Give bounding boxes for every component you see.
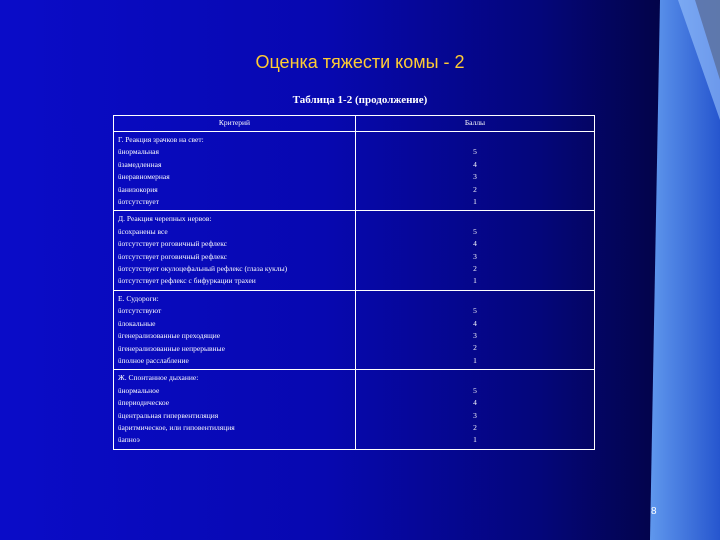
criterion-item xyxy=(118,410,351,422)
score-value: 5 xyxy=(473,226,477,236)
criterion-item xyxy=(118,318,351,330)
criterion-item xyxy=(118,385,351,397)
score-value: 3 xyxy=(473,331,477,341)
checkmark-icon: ü xyxy=(118,227,122,236)
checkmark-icon: ü xyxy=(118,386,122,395)
criterion-item-label: нормальная xyxy=(121,147,159,157)
criterion-item-label: отсутствует xyxy=(121,197,160,207)
criterion-item-label: отсутствуют xyxy=(121,306,162,316)
criterion-item xyxy=(118,196,351,208)
score-cell xyxy=(356,290,595,369)
criterion-item xyxy=(118,343,351,355)
criterion-item xyxy=(118,146,351,158)
checkmark-icon: ü xyxy=(118,252,122,261)
criterion-item xyxy=(118,159,351,171)
score-value: 1 xyxy=(473,435,477,445)
criterion-item-label: анизокория xyxy=(121,184,158,194)
criterion-item xyxy=(118,171,351,183)
criterion-item xyxy=(118,397,351,409)
criterion-item-label: генерализованные преходящие xyxy=(121,331,221,341)
score-value: 1 xyxy=(473,355,477,365)
checkmark-icon: ü xyxy=(118,265,122,274)
score-value: 3 xyxy=(473,410,477,420)
criterion-item-label: неравномерная xyxy=(121,172,170,182)
checkmark-icon: ü xyxy=(118,344,122,353)
criterion-cell xyxy=(114,290,356,369)
criterion-item xyxy=(118,330,351,342)
checkmark-icon: ü xyxy=(118,307,122,316)
criterion-item xyxy=(118,434,351,446)
checkmark-icon: ü xyxy=(118,185,122,194)
checkmark-icon: ü xyxy=(118,399,122,408)
checkmark-icon: ü xyxy=(118,319,122,328)
table-row xyxy=(114,211,595,290)
criterion-item xyxy=(118,422,351,434)
score-value: 4 xyxy=(473,239,477,249)
checkmark-icon: ü xyxy=(118,160,122,169)
criterion-item-label: центральная гипервентиляция xyxy=(121,410,219,420)
coma-scale-table xyxy=(113,115,595,450)
score-value: 5 xyxy=(473,147,477,157)
column-header-criterion: Критерий xyxy=(114,116,356,132)
checkmark-icon: ü xyxy=(118,436,122,445)
criterion-item-label: нормальное xyxy=(121,385,160,395)
score-value: 1 xyxy=(473,197,477,207)
criterion-item-label: отсутствует роговичный рефлекс xyxy=(121,239,228,249)
table-row xyxy=(114,132,595,211)
checkmark-icon: ü xyxy=(118,173,122,182)
criterion-cell xyxy=(114,132,356,211)
score-value: 1 xyxy=(473,276,477,286)
criterion-item-label: замедленная xyxy=(121,159,162,169)
score-value: 2 xyxy=(473,422,477,432)
criterion-item xyxy=(118,355,351,367)
score-value: 2 xyxy=(473,184,477,194)
score-value: 4 xyxy=(473,159,477,169)
score-value: 2 xyxy=(473,343,477,353)
criterion-item xyxy=(118,226,351,238)
criterion-item-label: аритмическое, или гиповентиляция xyxy=(121,422,235,432)
decorative-blue-bar xyxy=(590,0,720,540)
checkmark-icon: ü xyxy=(118,411,122,420)
table-row xyxy=(114,370,595,449)
criterion-item-label: локальные xyxy=(121,318,156,328)
page-number: 8 xyxy=(651,506,657,517)
checkmark-icon: ü xyxy=(118,240,122,249)
score-cell xyxy=(356,132,595,211)
column-header-points: Баллы xyxy=(356,116,595,132)
checkmark-icon: ü xyxy=(118,198,122,207)
criterion-item-label: апноэ xyxy=(121,435,140,445)
criterion-item-label: генерализованные непрерывные xyxy=(121,343,225,353)
criterion-cell xyxy=(114,211,356,290)
criterion-item-label: периодическое xyxy=(121,398,170,408)
criterion-item-label: отсутствует окулоцефальный рефлекс (глаза куклы) xyxy=(121,264,288,274)
criterion-item xyxy=(118,251,351,263)
criterion-item xyxy=(118,184,351,196)
score-value: 3 xyxy=(473,251,477,261)
group-heading: Д. Реакция черепных нервов: xyxy=(118,214,212,224)
score-value: 2 xyxy=(473,264,477,274)
criterion-item xyxy=(118,238,351,250)
group-heading: Ж. Спонтанное дыхание: xyxy=(118,373,199,383)
table-caption: Таблица 1-2 (продолжение) xyxy=(292,94,428,106)
criterion-item-label: отсутствует рефлекс с бифуркации трахеи xyxy=(121,276,256,286)
criterion-item xyxy=(118,263,351,275)
score-value: 4 xyxy=(473,398,477,408)
table-row xyxy=(114,290,595,369)
score-value: 3 xyxy=(473,172,477,182)
criterion-item-label: отсутствует роговичный рефлекс xyxy=(121,251,228,261)
criterion-item-label: полное расслабление xyxy=(121,355,189,365)
criterion-item xyxy=(118,305,351,317)
group-heading: Г. Реакция зрачков на свет: xyxy=(118,135,204,144)
criterion-item-label: сохранены все xyxy=(121,226,168,236)
checkmark-icon: ü xyxy=(118,356,122,365)
checkmark-icon: ü xyxy=(118,148,122,157)
slide-title: Оценка тяжести комы - 2 xyxy=(255,52,465,72)
criterion-item xyxy=(118,275,351,287)
checkmark-icon: ü xyxy=(118,332,122,341)
score-cell xyxy=(356,370,595,449)
criterion-cell xyxy=(114,370,356,449)
checkmark-icon: ü xyxy=(118,277,122,286)
score-value: 5 xyxy=(473,385,477,395)
table-body xyxy=(114,132,595,450)
score-value: 5 xyxy=(473,306,477,316)
score-value: 4 xyxy=(473,318,477,328)
group-heading: Е. Судороги: xyxy=(118,293,159,303)
checkmark-icon: ü xyxy=(118,423,122,432)
score-cell xyxy=(356,211,595,290)
